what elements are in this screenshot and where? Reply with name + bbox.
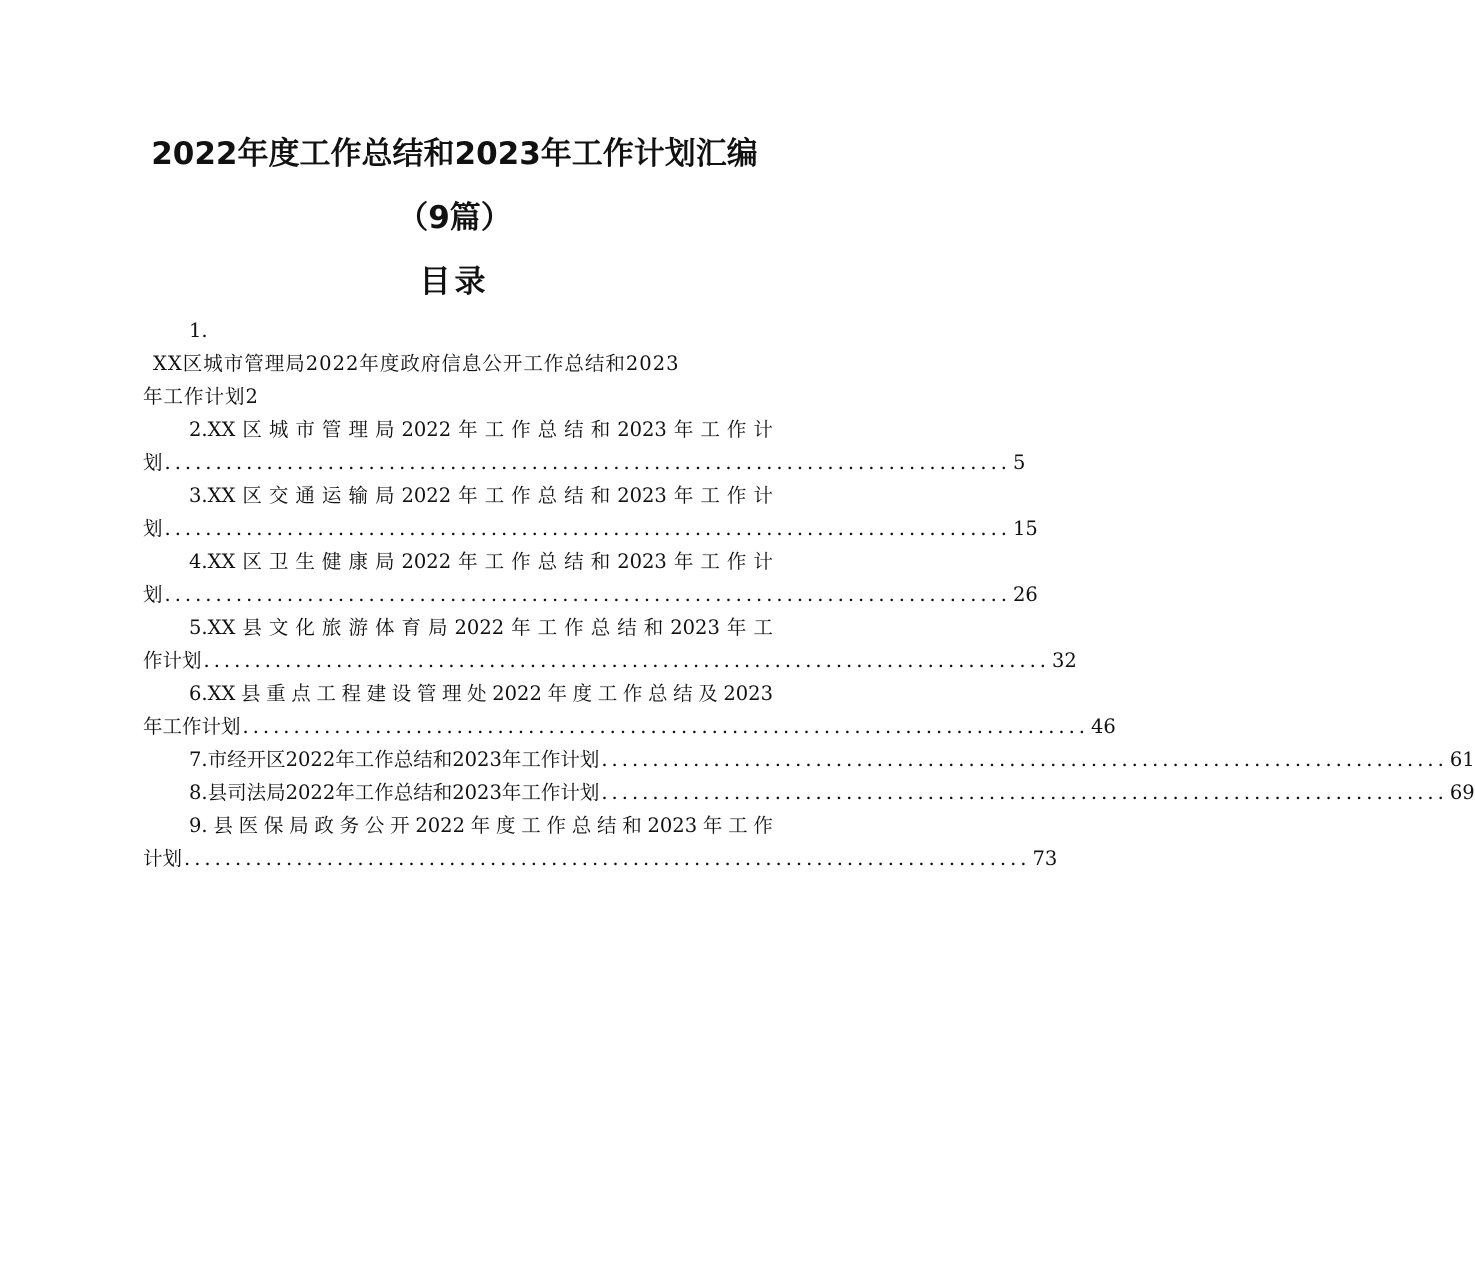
toc-entry-line1: 7.市经开区2022年工作总结和2023年工作计划 [189,748,600,771]
toc-entry-line2: 划 [143,517,163,540]
toc-text-glyph: 作 [564,616,584,639]
toc-page-number: 46 [1091,715,1116,738]
toc-text-glyph: 总 [537,418,558,441]
toc-text-glyph: 区 [242,418,262,441]
toc-text-glyph: 县 [242,616,262,639]
toc-text-glyph: 县 [213,814,233,837]
toc-text-glyph: 总 [537,484,558,507]
toc-entry-line1 [143,809,773,842]
toc-text-glyph: 城 [268,418,289,441]
toc-text-glyph: 医 [238,814,259,837]
leader-dots: ................................................................................... [242,715,1089,738]
toc-text-glyph: 2022 [415,814,465,837]
toc-text-glyph: 设 [391,682,412,705]
toc-text-glyph: 保 [263,814,284,837]
toc-text-glyph: 局 [374,418,395,441]
toc-text-glyph: 工 [521,814,541,837]
toc-text-glyph: 管 [321,418,342,441]
toc-text-glyph: 总 [571,814,592,837]
toc-text-glyph: 工 [728,814,748,837]
toc-page-number: 69 [1449,781,1475,804]
toc-text-glyph: 工 [597,682,618,705]
toc-page-number: 32 [1052,649,1077,672]
toc-page-number: 73 [1032,847,1058,870]
toc-entry-line1: 8.县司法局2022年工作总结和2023年工作计划 [189,781,600,804]
toc-text-glyph: 区 [242,550,262,573]
toc-entry[interactable] [143,314,773,413]
toc-text-glyph: 旅 [321,616,342,639]
toc-heading: 目录 [419,264,490,300]
toc-text-glyph: 文 [268,616,289,639]
toc-text-glyph: 通 [295,484,315,507]
toc-page-number: 15 [1013,517,1038,540]
toc-text-glyph: 化 [295,616,315,639]
toc-text-glyph: 作 [726,550,747,573]
toc-text-glyph: 理 [441,682,462,705]
toc-entry[interactable] [143,479,1038,545]
leader-dots: ................................................................................... [184,847,1031,870]
toc-text-glyph: 作 [511,418,531,441]
toc-entry[interactable] [143,809,1058,875]
toc-text-glyph: 作 [546,814,566,837]
toc-text-glyph: 2022 [401,484,452,507]
toc-text-glyph: 和 [622,814,642,837]
toc-page-number: 61 [1449,748,1475,771]
toc-text-glyph: 计 [753,550,773,573]
toc-entry[interactable] [143,677,1116,743]
toc-text-glyph: 管 [416,682,437,705]
toc-text-glyph: 运 [321,484,342,507]
toc-entry-line1 [143,479,773,512]
toc-page-number: 26 [1013,583,1038,606]
toc-text-glyph: 2.XX [189,418,236,441]
toc-text-glyph: 结 [564,484,584,507]
toc-text-glyph: 及 [698,682,718,705]
toc-text-glyph: 县 [240,682,261,705]
toc-entry[interactable] [143,776,1475,809]
toc-text-glyph: 点 [291,682,311,705]
toc-text-glyph: 工 [700,418,720,441]
toc-text-glyph: 3.XX [189,484,236,507]
toc-text-glyph: 2022 [492,682,542,705]
toc-text-glyph: 康 [348,550,368,573]
toc-text-glyph: 计 [753,484,773,507]
toc-text-glyph: 年 [673,550,694,573]
toc-page-number: 5 [1013,451,1026,474]
toc-text-glyph: 2022 [401,550,452,573]
toc-text-glyph: 和 [590,484,611,507]
toc-text-glyph: 局 [427,616,448,639]
toc-entry[interactable] [143,413,1026,479]
toc-text-glyph: 和 [590,418,611,441]
toc-text-glyph: 区 [242,484,262,507]
toc-text-glyph: 工 [484,484,505,507]
table-of-contents [143,314,1475,875]
toc-text-glyph: 结 [617,616,637,639]
toc-text-glyph: 务 [339,814,360,837]
toc-text-glyph: 年 [702,814,723,837]
toc-text-glyph: 育 [401,616,421,639]
toc-text-glyph: 2023 [670,616,720,639]
toc-text-glyph: 年 [458,484,478,507]
toc-text-glyph: 公 [364,814,385,837]
toc-text-glyph: 作 [753,814,773,837]
toc-text-glyph: 年 [673,484,694,507]
toc-text-glyph: 2023 [723,682,773,705]
toc-text-glyph: 作 [511,550,531,573]
toc-text-glyph: 和 [643,616,664,639]
toc-text-glyph: 理 [348,418,368,441]
toc-text-glyph: 局 [374,550,395,573]
toc-text-glyph: 工 [753,616,773,639]
toc-text-glyph: 输 [348,484,368,507]
toc-entry-line1 [143,611,773,644]
toc-entry-line2: 年工作计划2 [143,385,259,408]
toc-entry-line1 [143,545,773,578]
toc-text-glyph: 年 [726,616,747,639]
toc-entry-line1: XX区城市管理局2022年度政府信息公开工作总结和2023 [153,352,680,375]
toc-text-glyph: 结 [564,418,584,441]
toc-text-glyph: 局 [289,814,309,837]
toc-text-glyph: 和 [590,550,611,573]
toc-text-glyph: 市 [295,418,315,441]
toc-text-glyph: 游 [348,616,368,639]
toc-text-glyph: 年 [511,616,531,639]
toc-text-glyph: 2022 [454,616,505,639]
leader-dots: ................................................................................... [164,451,1011,474]
toc-text-glyph: 结 [673,682,693,705]
toc-text-glyph: 作 [726,418,747,441]
leader-dots: ................................................................................... [164,583,1011,606]
toc-text-glyph: 4.XX [189,550,236,573]
toc-entry-line2: 划 [143,583,163,606]
toc-text-glyph: 年 [547,682,567,705]
toc-text-glyph: 年 [458,550,478,573]
toc-text-glyph: 重 [266,682,286,705]
toc-text-glyph: 度 [572,682,593,705]
toc-text-glyph: 总 [537,550,558,573]
toc-text-glyph: 程 [341,682,361,705]
toc-text-glyph: 工 [700,484,720,507]
toc-text-glyph: 2023 [617,484,667,507]
toc-entry-line2: 计划 [143,847,183,870]
toc-text-glyph: 开 [390,814,410,837]
document-subtitle: （9篇） [397,200,512,236]
toc-text-glyph: 作 [622,682,643,705]
toc-text-glyph: 结 [564,550,584,573]
toc-text-glyph: 健 [321,550,342,573]
toc-entry-line1 [143,413,773,446]
toc-text-glyph: 2023 [647,814,698,837]
toc-text-glyph: 2022 [401,418,452,441]
toc-text-glyph: 体 [374,616,395,639]
toc-text-glyph: 工 [484,418,505,441]
toc-text-glyph: 建 [366,682,387,705]
toc-text-glyph: 工 [316,682,336,705]
toc-text-glyph: 局 [374,484,395,507]
toc-text-glyph: 结 [596,814,617,837]
toc-text-glyph: 5.XX [189,616,236,639]
toc-text-glyph: 2023 [617,418,667,441]
toc-text-glyph: 工 [537,616,558,639]
toc-text-glyph: 6.XX [189,682,236,705]
toc-entry-line1 [143,677,773,710]
toc-entry-line2: 划 [143,451,163,474]
document-title: 2022年度工作总结和2023年工作计划汇编 [151,136,758,172]
toc-text-glyph: 工 [700,550,720,573]
leader-dots: ................................................................................... [203,649,1050,672]
toc-entry[interactable] [143,611,1077,677]
toc-text-glyph: 卫 [268,550,289,573]
toc-text-glyph: 处 [467,682,487,705]
toc-entry[interactable] [143,743,1475,776]
leader-dots: ................................................................................... [601,748,1448,771]
toc-text-glyph: 9. [189,814,208,837]
leader-dots: ................................................................................... [601,781,1448,804]
toc-text-glyph: 作 [726,484,747,507]
toc-text-glyph: 总 [590,616,611,639]
toc-text-glyph: 总 [647,682,668,705]
toc-text-glyph: 生 [295,550,315,573]
toc-entry-line2: 作计划 [143,649,202,672]
toc-text-glyph: 年 [673,418,694,441]
toc-text-glyph: 2023 [617,550,667,573]
toc-text-glyph: 计 [753,418,773,441]
toc-text-glyph: 作 [511,484,531,507]
toc-text-glyph: 年 [470,814,491,837]
leader-dots: ................................................................................... [164,517,1011,540]
toc-text-glyph: 度 [495,814,516,837]
toc-entry-number: 1. [189,319,208,342]
toc-text-glyph: 工 [484,550,505,573]
toc-entry[interactable] [143,545,1038,611]
toc-entry-line2: 年工作计划 [143,715,241,738]
toc-text-glyph: 政 [314,814,334,837]
toc-text-glyph: 年 [458,418,478,441]
toc-text-glyph: 交 [268,484,289,507]
